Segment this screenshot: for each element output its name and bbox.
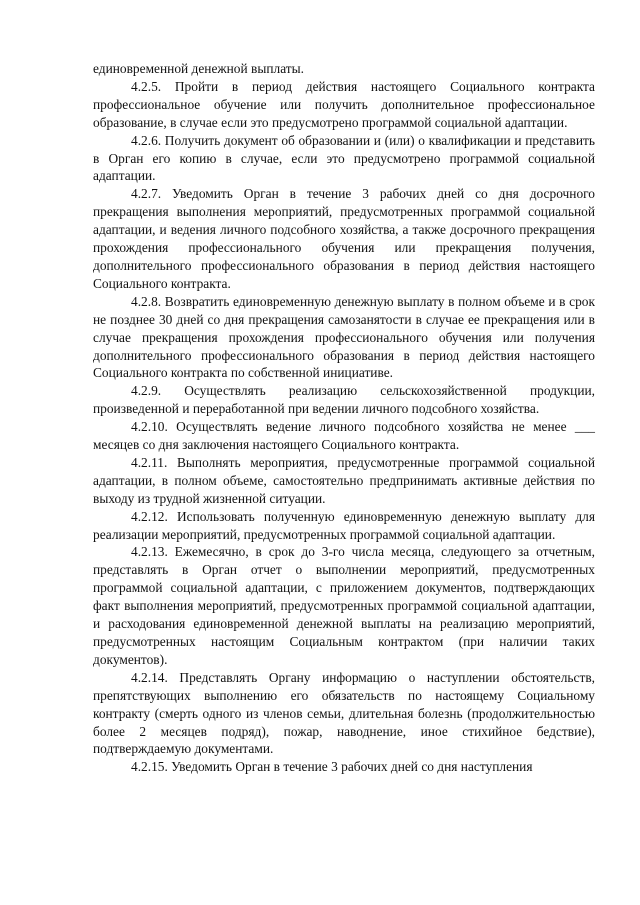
paragraph-4-2-5: 4.2.5. Пройти в период действия настоящего Социального контракта профессиональное обучение или получить дополнительное профессиональное образование, в случае если это предусмотрено программой социальной адаптации. — [93, 78, 595, 130]
paragraph-4-2-9: 4.2.9. Осуществлять реализацию сельскохозяйственной продукции, произведенной и переработанной при ведении личного подсобного хозяйства. — [93, 383, 595, 417]
paragraph-continuation: единовременной денежной выплаты. — [93, 61, 304, 76]
paragraph-4-2-10: 4.2.10. Осуществлять ведение личного подсобного хозяйства не менее ___ месяцев со дня заключения настоящего Социального контракта. — [93, 419, 595, 453]
paragraph-4-2-11: 4.2.11. Выполнять мероприятия, предусмотренные программой социальной адаптации, в полном объеме, самостоятельно предпринимать активные действия по выходу из трудной жизненной ситуации. — [93, 454, 595, 506]
paragraph-4-2-7: 4.2.7. Уведомить Орган в течение 3 рабочих дней со дня досрочного прекращения выполнения мероприятий, предусмотренных программой социальной адаптации, и ведения личного подсобного хозяйства, а также досрочного прекращения прохождения профессионального обучения или прекращения получения, дополнительного профессионального образования в период действия настоящего Социального контракта. — [93, 186, 595, 291]
paragraph-4-2-6: 4.2.6. Получить документ об образовании и (или) о квалификации и представить в Орган его копию в случае, если это предусмотрено программой социальной адаптации. — [93, 132, 595, 184]
paragraph-4-2-12: 4.2.12. Использовать полученную единовременную денежную выплату для реализации мероприятий, предусмотренных программой социальной адаптации. — [93, 508, 595, 542]
paragraph-4-2-15: 4.2.15. Уведомить Орган в течение 3 рабочих дней со дня наступления — [131, 759, 533, 775]
paragraph-4-2-13: 4.2.13. Ежемесячно, в срок до 3-го числа месяца, следующего за отчетным, представлять в Орган отчет о выполнении мероприятий, предусмотренных программой социальной адаптации, с приложением документов, подтверждающих факт выполнения мероприятий, предусмотренных программой социальной адаптации, и расходования единовременной денежной выплаты на реализацию мероприятий, предусмотренных настоящим Социальным контрактом (при наличии таких документов). — [93, 544, 595, 667]
paragraph-4-2-14: 4.2.14. Представлять Органу информацию о наступлении обстоятельств, препятствующих выполнению его обязательств по настоящему Социальному контракту (смерть одного из членов семьи, длительная болезнь (продолжительностью более 2 месяцев подряд), пожар, наводнение, иное стихийное бедствие), подтверждаемую документами. — [93, 669, 595, 757]
paragraph-4-2-8: 4.2.8. Возвратить единовременную денежную выплату в полном объеме и в срок не позднее 30 дней со дня прекращения самозанятости в случае ее прекращения или в случае прекращения прохождения профессионального обучения или получения дополнительного профессионального образования в период действия настоящего Социального контракта по собственной инициативе. — [93, 293, 595, 381]
document-page — [93, 60, 595, 776]
